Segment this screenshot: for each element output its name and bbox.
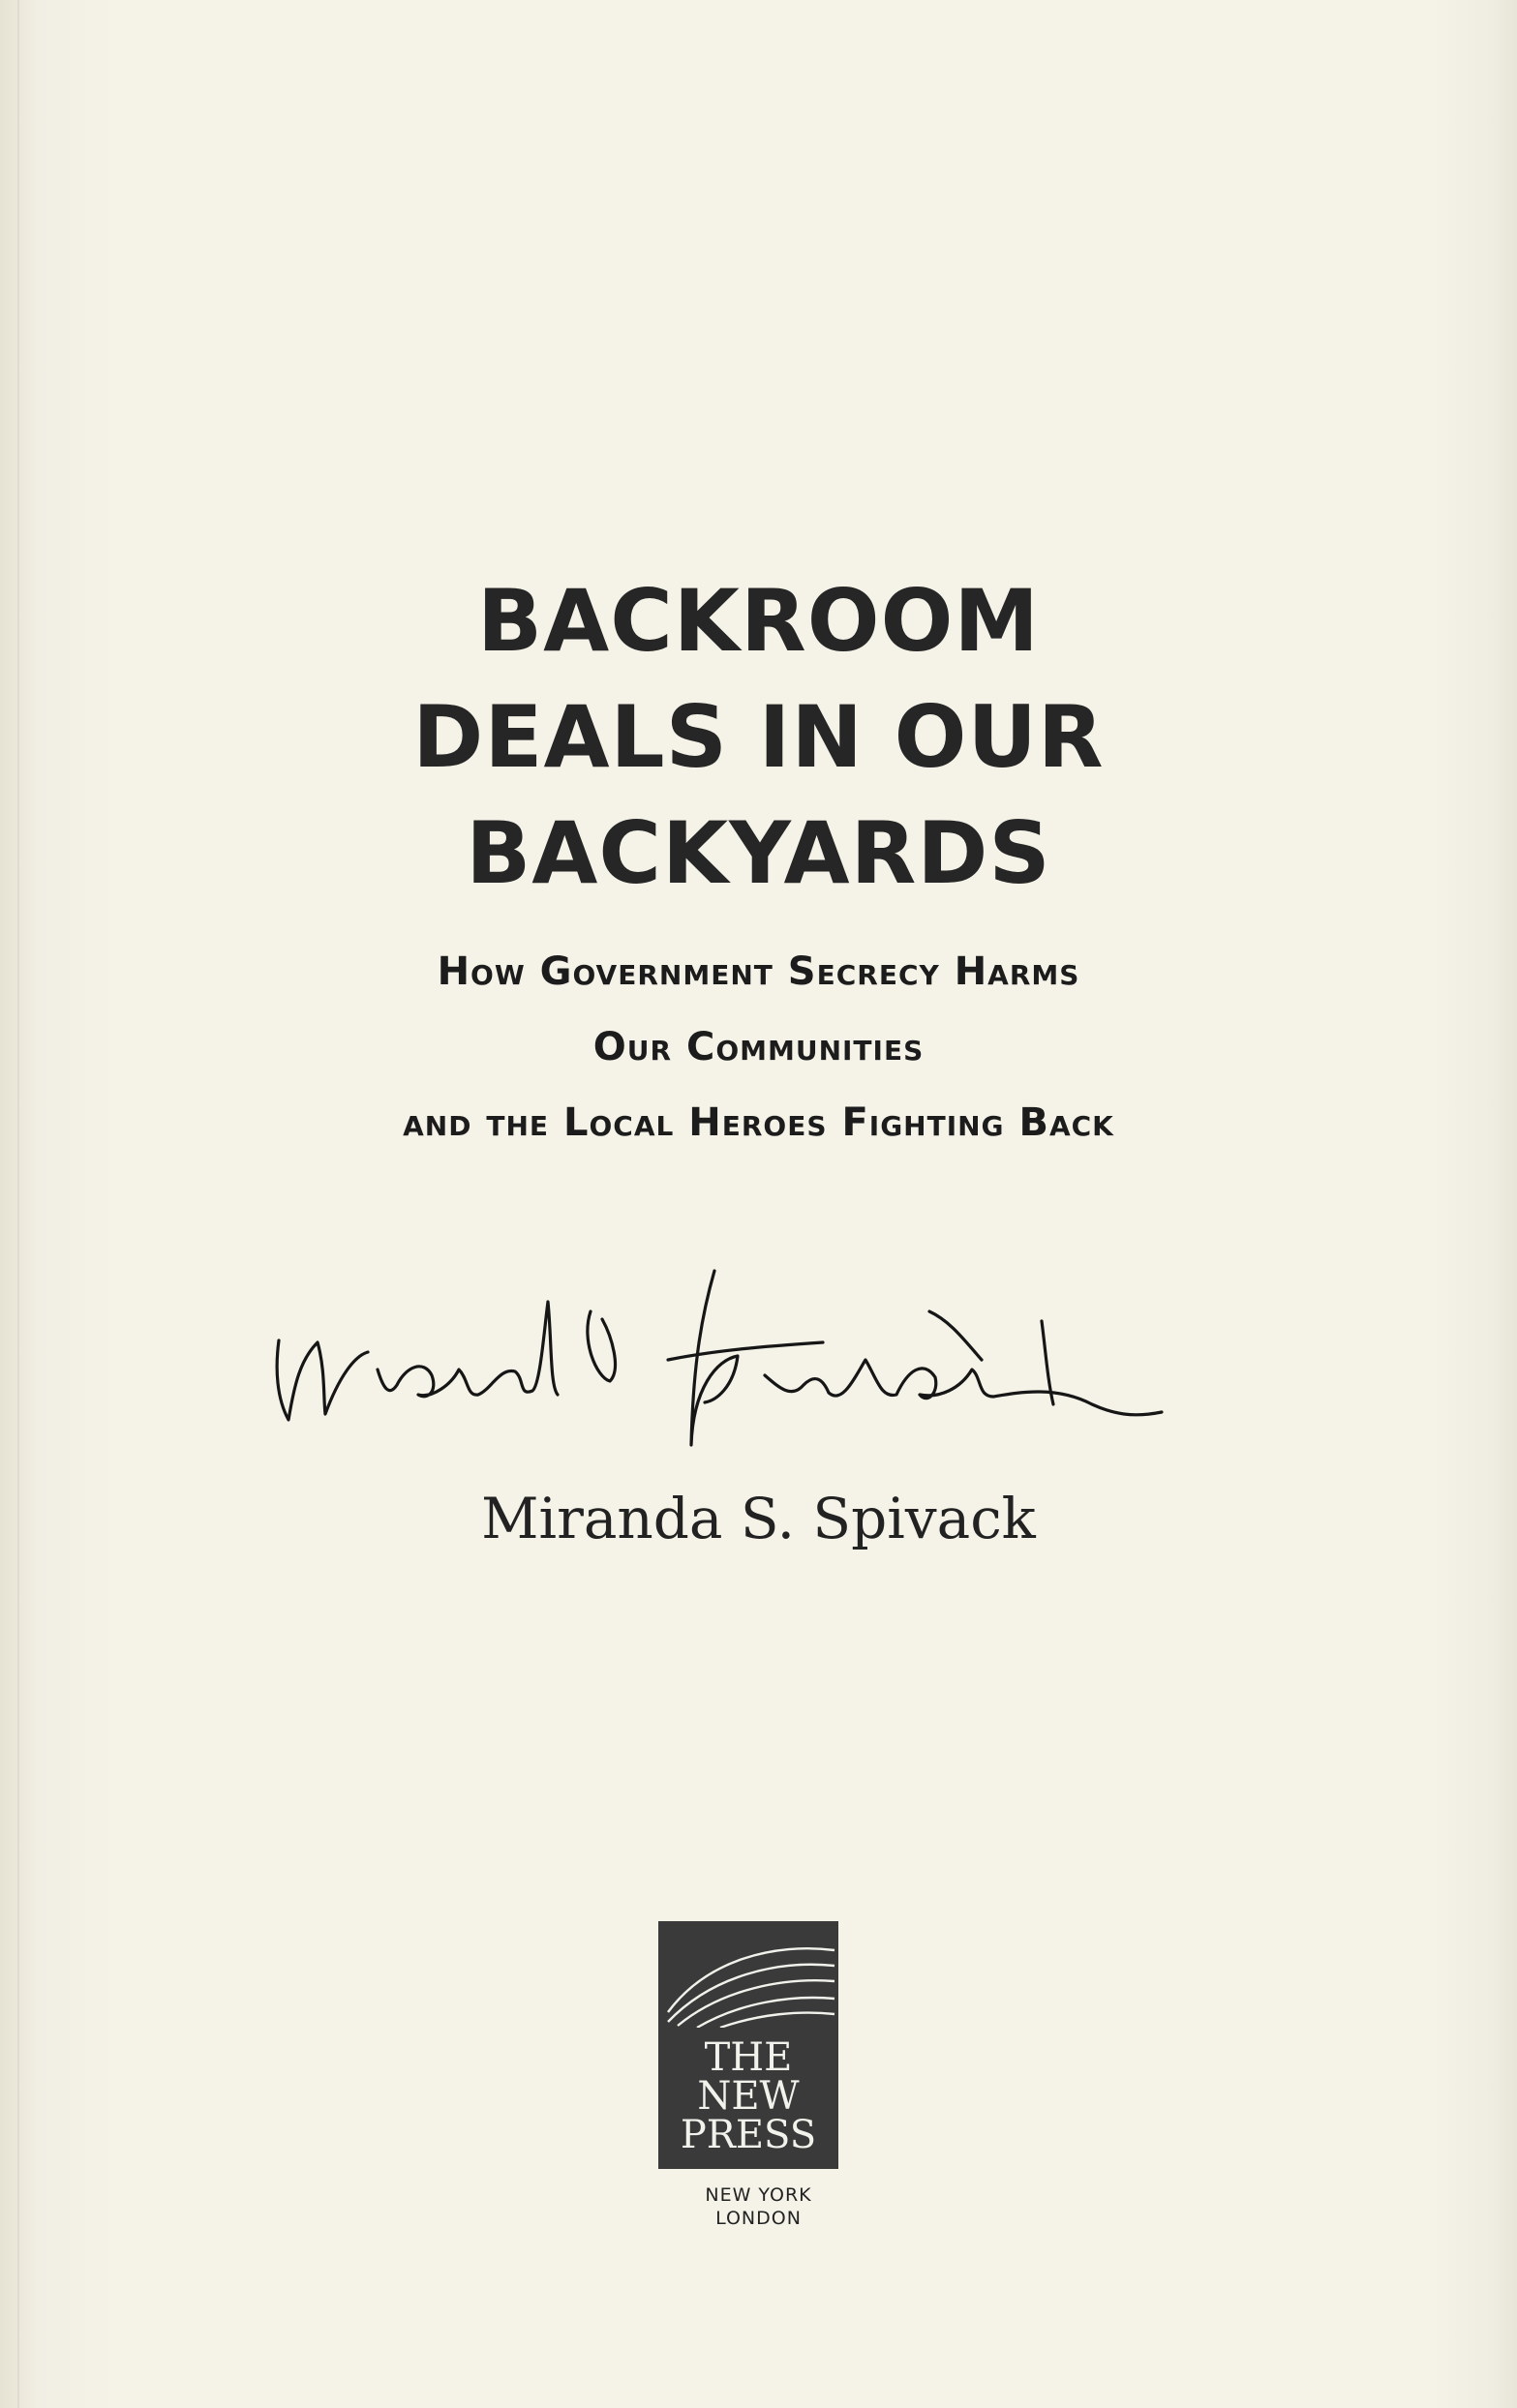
subtitle-line-2: Our Communities (592, 1025, 925, 1069)
signature-text: Miranda S. Spivack (261, 1215, 271, 1216)
subtitle-line-1: How Government Secrecy Harms (437, 949, 1080, 994)
title-line-1: BACKROOM (477, 571, 1040, 671)
author-signature (261, 1215, 1442, 1447)
publisher-cities (0, 2183, 1517, 2230)
city-new-york: NEW YORK (705, 2184, 812, 2206)
publisher-logo (658, 1921, 838, 2169)
page-gutter (17, 0, 19, 2408)
logo-word-press: PRESS (680, 2113, 817, 2157)
logo-word-the: THE (704, 2035, 793, 2080)
logo-word-new: NEW (697, 2074, 800, 2119)
city-london: LONDON (715, 2208, 802, 2229)
book-subtitle (0, 934, 1517, 1160)
title-line-3: BACKYARDS (466, 803, 1051, 903)
logo-arcs-icon (658, 1921, 838, 2028)
author-name: Miranda S. Spivack (481, 1486, 1036, 1551)
book-title (0, 563, 1517, 912)
subtitle-line-3: and the Local Heroes Fighting Back (403, 1100, 1114, 1145)
title-line-2: DEALS IN OUR (412, 687, 1105, 787)
